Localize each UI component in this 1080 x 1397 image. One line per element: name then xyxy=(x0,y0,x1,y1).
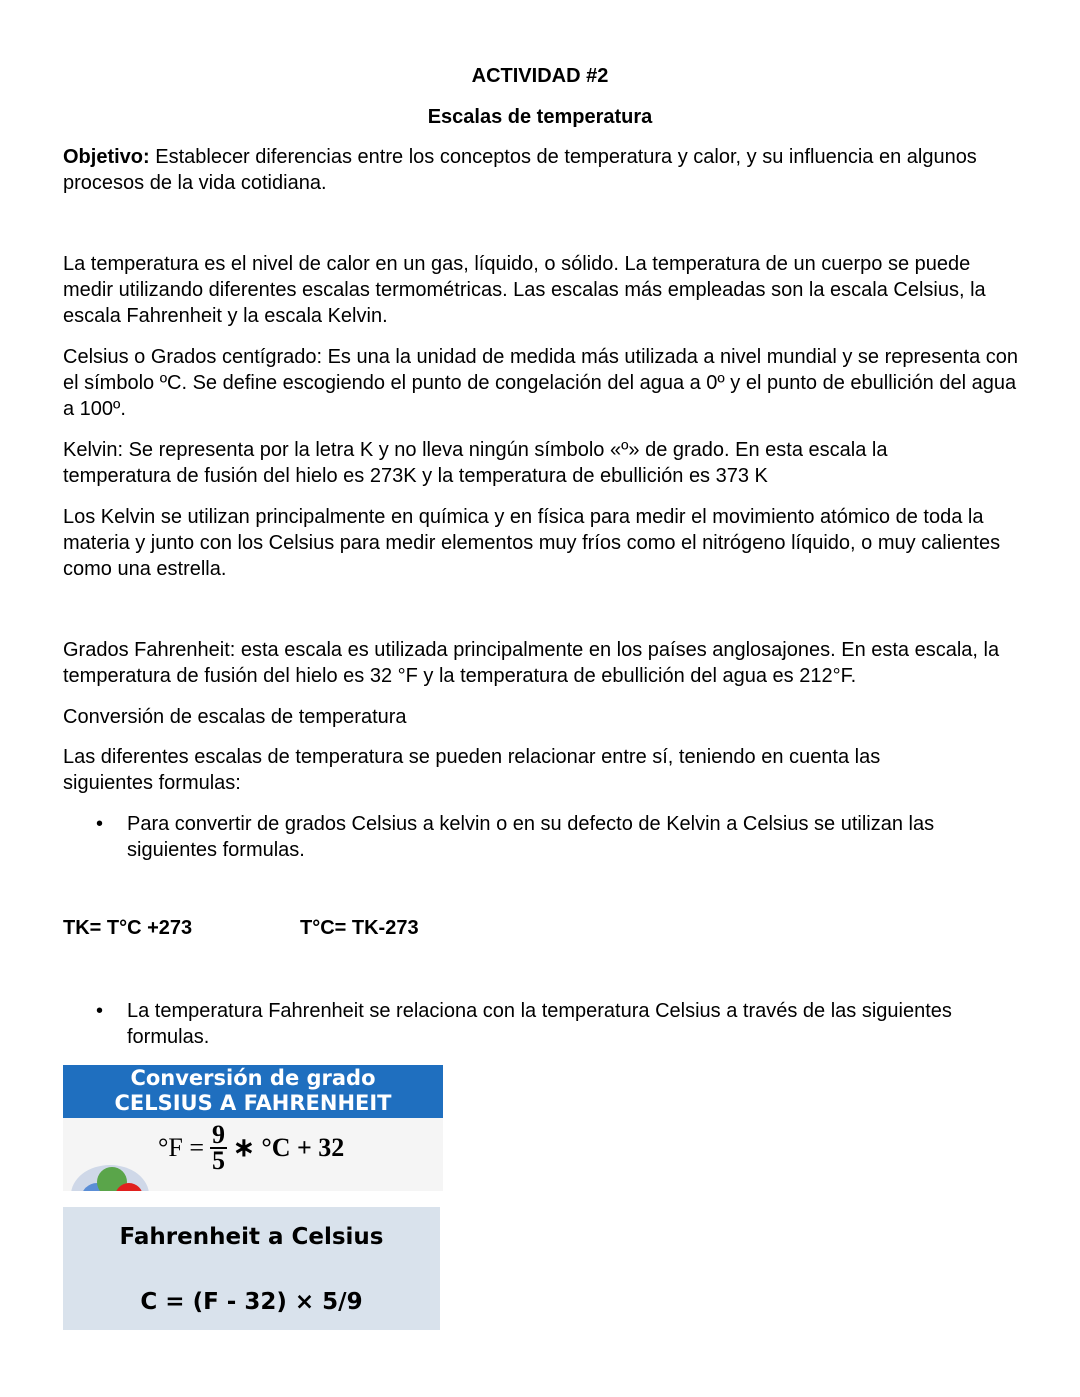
numerator: 9 xyxy=(212,1120,226,1149)
header-line-1: Conversión de grado xyxy=(130,1066,376,1090)
objective-text: Establecer diferencias entre los conceptos de temperatura y calor, y su influencia en algunos procesos de la vida cotidiana. xyxy=(63,146,977,194)
bullet-fahrenheit-celsius: La temperatura Fahrenheit se relaciona con la temperatura Celsius a través de las siguientes formulas. xyxy=(127,1000,952,1048)
header-line-2: CELSIUS A FAHRENHEIT xyxy=(114,1091,392,1115)
fahrenheit-formula xyxy=(158,1120,345,1175)
logo-icon xyxy=(71,1165,149,1191)
formula-rhs: ∗ °C + 32 xyxy=(233,1133,345,1162)
objective-paragraph xyxy=(63,144,1023,196)
formula-lhs: °F = xyxy=(158,1133,205,1162)
formula-kelvin: TK= T°C +273 xyxy=(63,917,193,939)
paragraph-kelvin-uses: Los Kelvin se utilizan principalmente en química y en física para medir el movimiento atómico de toda la materia y junto con los Celsius para medir elementos muy fríos como el nitrógeno líquido, o muy calientes como una estrella. xyxy=(63,506,1001,580)
paragraph-conversion-intro: Las diferentes escalas de temperatura se pueden relacionar entre sí, teniendo en cuenta las siguientes formulas: xyxy=(63,746,881,794)
paragraph-conversion-heading: Conversión de escalas de temperatura xyxy=(63,706,407,728)
paragraph-kelvin: Kelvin: Se representa por la letra K y no lleva ningún símbolo «º» de grado. En esta escala la temperatura de fusión del hielo es 273K y la temperatura de ebullición es 373 K xyxy=(63,439,888,487)
celsius-formula: C = (F - 32) × 5/9 xyxy=(140,1289,363,1315)
formula-celsius: T°C= TK-273 xyxy=(300,917,419,939)
paragraph-fahrenheit: Grados Fahrenheit: esta escala es utilizada principalmente en los países anglosajones. En esta escala, la temperatura de fusión del hielo es 32 °F y la temperatura de ebullición del agua es 212°F. xyxy=(63,639,1000,687)
bullet-icon: • xyxy=(96,1000,104,1022)
document-subtitle: Escalas de temperatura xyxy=(427,106,653,128)
fraction xyxy=(210,1120,227,1175)
denominator: 5 xyxy=(212,1146,226,1175)
bullet-icon: • xyxy=(96,813,104,835)
image-title: Fahrenheit a Celsius xyxy=(119,1224,384,1250)
objective-label: Objetivo: xyxy=(63,146,150,168)
paragraph-temperature: La temperatura es el nivel de calor en un gas, líquido, o sólido. La temperatura de un cuerpo se puede medir utilizando diferentes escalas termométricas. Las escalas más empleadas son la escala Celsius, la escala Fahrenheit y la escala Kelvin. xyxy=(63,253,986,327)
fahrenheit-to-celsius-image xyxy=(63,1207,440,1330)
bullet-celsius-kelvin: Para convertir de grados Celsius a kelvin o en su defecto de Kelvin a Celsius se utilizan las siguientes formulas. xyxy=(127,813,935,861)
image-header xyxy=(63,1065,443,1118)
document-title: ACTIVIDAD #2 xyxy=(471,65,609,87)
paragraph-celsius: Celsius o Grados centígrado: Es una la unidad de medida más utilizada a nivel mundial y se representa con el símbolo ºC. Se define escogiendo el punto de congelación del agua a 0º y el punto de ebullición del agua a 100º. xyxy=(63,346,1018,420)
celsius-to-fahrenheit-image xyxy=(63,1065,443,1191)
